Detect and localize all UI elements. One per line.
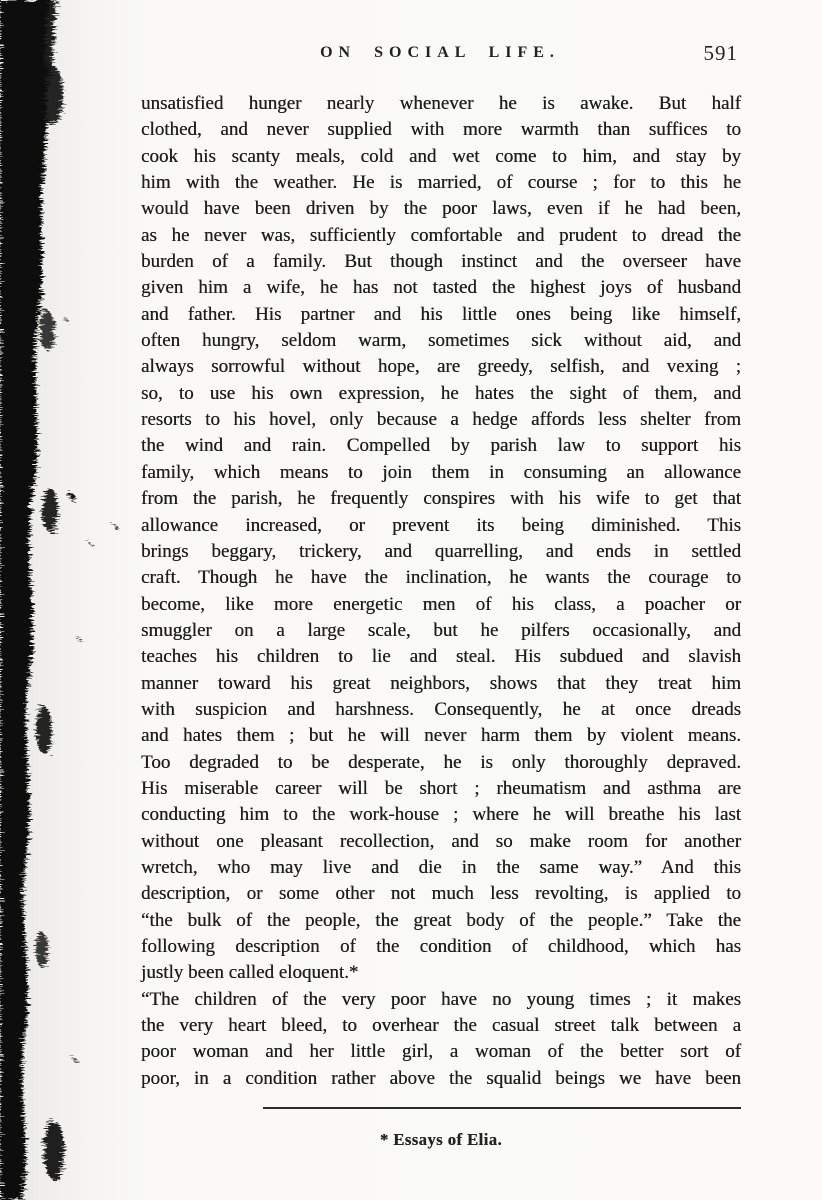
text-line: given him a wife, he has not tasted the highest joys of husband: [141, 277, 741, 299]
text-line: and father. His partner and his little ones being like himself,: [141, 303, 741, 325]
text-line: with suspicion and harshness. Consequently, he at once dreads: [141, 698, 741, 720]
text-line: poor, in a condition rather above the squalid beings we have been: [141, 1067, 741, 1089]
text-line: manner toward his great neighbors, shows that they treat him: [141, 672, 741, 694]
text-line: brings beggary, trickery, and quarrelling, and ends in settled: [141, 540, 741, 562]
text-line: Too degraded to be desperate, he is only thoroughly depraved.: [141, 751, 741, 773]
page-number: 591: [703, 41, 738, 65]
text-line: conducting him to the work-house ; where he will breathe his last: [141, 804, 741, 826]
text-line: description, or some other not much less revolting, is applied to: [141, 883, 741, 905]
text-line: without one pleasant recollection, and so make room for another: [141, 830, 741, 852]
text-line: cook his scanty meals, cold and wet come to him, and stay by: [141, 145, 741, 167]
footnote-rule: [263, 1107, 741, 1109]
text-line: always sorrowful without hope, are greedy, selfish, and vexing ;: [141, 356, 741, 378]
text-line: the very heart bleed, to overhear the casual street talk between a: [141, 1015, 741, 1037]
text-line: “the bulk of the people, the great body of the people.” Take the: [141, 909, 741, 931]
text-line: unsatisfied hunger nearly whenever he is awake. But half: [141, 93, 741, 114]
body-text: [141, 91, 741, 1092]
text-line: as he never was, sufficiently comfortable and prudent to dread the: [141, 224, 741, 246]
text-line: following description of the condition of childhood, which has: [141, 936, 741, 957]
footnote-text: * Essays of Elia.: [379, 1130, 503, 1149]
text-line: the wind and rain. Compelled by parish law to support his: [141, 435, 741, 457]
text-line: poor woman and her little girl, a woman of the better sort of: [141, 1041, 741, 1063]
text-line: so, to use his own expression, he hates the sight of them, and: [141, 382, 741, 404]
text-line: allowance increased, or prevent its being diminished. This: [141, 514, 741, 536]
text-line: “The children of the very poor have no young times ; it makes: [141, 988, 741, 1010]
text-line: become, like more energetic men of his class, a poacher or: [141, 593, 741, 615]
text-line: smuggler on a large scale, but he pilfers occasionally, and: [141, 619, 741, 641]
text-line: him with the weather. He is married, of course ; for to this he: [141, 172, 741, 194]
text-line: resorts to his hovel, only because a hedge affords less shelter from: [141, 409, 741, 431]
text-line: teaches his children to lie and steal. His subdued and slavish: [141, 646, 741, 668]
text-line: would have been driven by the poor laws, even if he had been,: [141, 198, 741, 220]
text-line: from the parish, he frequently conspires with his wife to get that: [141, 488, 741, 510]
text-line: craft. Though he have the inclination, he wants the courage to: [141, 567, 741, 589]
text-line: and hates them ; but he will never harm them by violent means.: [141, 725, 741, 747]
ink-smudge-graphic: [0, 0, 140, 1200]
text-line: family, which means to join them in consuming an allowance: [141, 461, 741, 483]
page-gutter-smudge: [0, 0, 140, 1200]
text-line: wretch, who may live and die in the same way.” And this: [141, 856, 741, 878]
text-line: often hungry, seldom warm, sometimes sick without aid, and: [141, 330, 741, 352]
running-header: [140, 41, 740, 72]
text-line: His miserable career will be short ; rheumatism and asthma are: [141, 777, 741, 799]
running-header-title: ON SOCIAL LIFE.: [320, 44, 560, 61]
text-line: clothed, and never supplied with more warmth than suffices to: [141, 119, 741, 141]
text-line: burden of a family. But though instinct and the overseer have: [141, 251, 741, 273]
text-line: justly been called eloquent.*: [141, 962, 359, 984]
